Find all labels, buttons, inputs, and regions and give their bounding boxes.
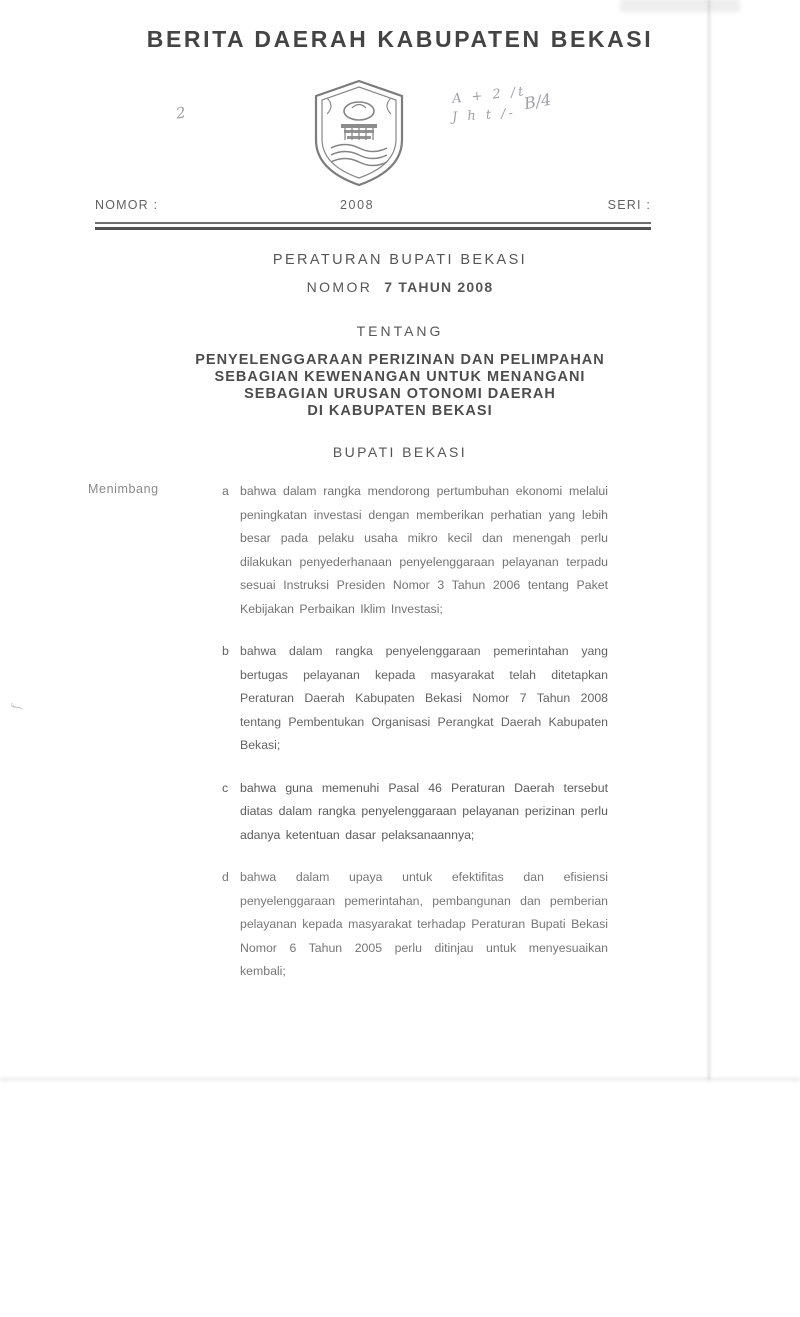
consideration-item <box>222 640 608 758</box>
considerations-label: Menimbang <box>88 482 159 496</box>
consideration-marker: d <box>222 870 229 884</box>
handwritten-margin-note: f <box>9 704 24 710</box>
regulation-number-value: 7 TAHUN 2008 <box>384 279 494 295</box>
consideration-item <box>222 480 608 621</box>
scan-corner-shadow <box>620 0 740 12</box>
regulation-number-line <box>0 279 800 295</box>
consideration-text: bahwa dalam rangka penyelenggaraan pemerintahan yang bertugas pelayanan kepada masyarakat telah ditetapkan Peraturan Daerah Kabupaten Bekasi Nomor 7 Tahun 2008 tentang Pembentukan Organisasi Perangkat Daerah Kabupaten Bekasi; <box>240 644 608 752</box>
consideration-text: bahwa guna memenuhi Pasal 46 Peraturan Daerah tersebut diatas dalam rangka penyelenggaraan pelayanan perizinan perlu adanya ketentuan dasar pelaksanaannya; <box>240 780 608 842</box>
consideration-marker: a <box>222 484 229 498</box>
gazette-seri-label: SERI : <box>607 198 651 212</box>
handwritten-note-line-2: J h t /- <box>451 105 517 126</box>
handwritten-note-line-1: A + 2 /t <box>451 84 528 107</box>
about-label: TENTANG <box>356 323 444 339</box>
regulation-subject-line-1: PENYELENGGARAAN PERIZINAN DAN PELIMPAHAN <box>195 352 605 368</box>
scan-edge-shadow-right <box>707 0 710 1080</box>
consideration-item <box>222 866 608 984</box>
consideration-marker: b <box>222 644 229 658</box>
regulation-number-label: NOMOR <box>306 279 373 295</box>
regulation-subject-line-2: SEBAGIAN KEWENANGAN UNTUK MENANGANI <box>214 369 586 385</box>
considerations-list <box>222 480 608 1003</box>
regulation-subject-line-3: SEBAGIAN URUSAN OTONOMI DAERAH <box>244 386 556 402</box>
handwritten-mark-right: B/4 <box>522 89 553 114</box>
consideration-marker: c <box>222 780 229 795</box>
consideration-text: bahwa dalam rangka mendorong pertumbuhan ekonomi melalui peningkatan investasi dengan memberikan perhatian yang lebih besar pada pelaku usaha mikro kecil dan menengah perlu dilakukan penyederhanaan penyelenggaraan pelayanan terpadu sesuai Instruksi Presiden Nomor 3 Tahun 2006 tentang Paket Kebijakan Perbaikan Iklim Investasi; <box>240 484 608 616</box>
header-rule-bottom <box>95 227 651 230</box>
regulation-type-title: PERATURAN BUPATI BEKASI <box>272 252 528 268</box>
regulation-subject-line-4: DI KABUPATEN BEKASI <box>307 403 493 419</box>
gazette-header-title: BERITA DAERAH KABUPATEN BEKASI <box>146 26 654 52</box>
kabupaten-bekasi-coat-of-arms-icon <box>311 78 407 188</box>
consideration-text: bahwa dalam upaya untuk efektifitas dan efisiensi penyelenggaraan pemerintahan, pembangunan dan pemberian pelayanan kepada masyarakat terhadap Peraturan Bupati Bekasi Nomor 6 Tahun 2005 perlu ditinjau untuk menyesuaikan kembali; <box>240 870 608 978</box>
scan-edge-shadow-bottom <box>0 1078 800 1082</box>
gazette-year: 2008 <box>340 198 375 212</box>
gazette-number-row <box>95 198 651 218</box>
handwritten-mark-left: 2 <box>174 103 187 123</box>
gazette-nomor-label: NOMOR : <box>95 198 159 212</box>
consideration-item <box>222 777 608 848</box>
regulation-subject <box>0 352 800 420</box>
header-rule-top <box>95 222 651 224</box>
issuing-authority: BUPATI BEKASI <box>332 444 468 460</box>
